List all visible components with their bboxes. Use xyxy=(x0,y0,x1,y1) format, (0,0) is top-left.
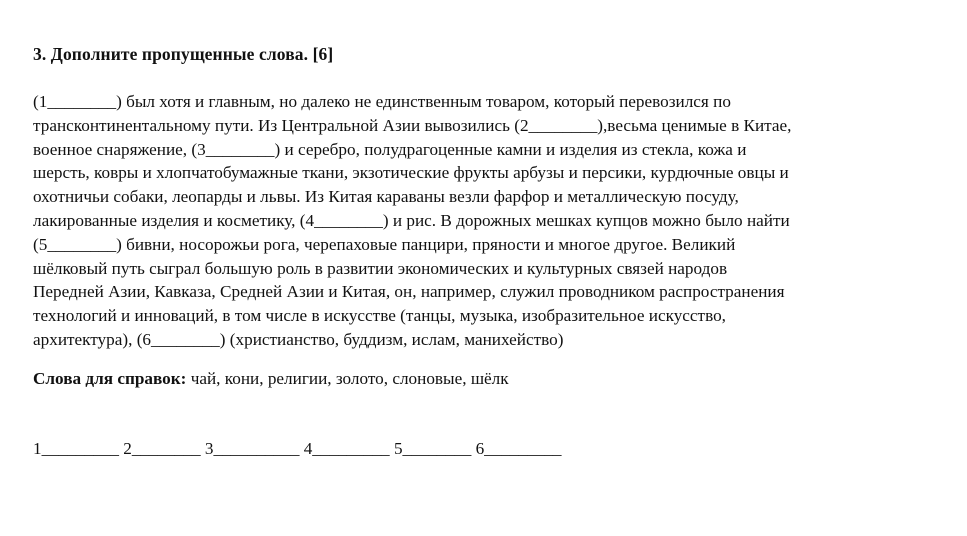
paragraph-line: военное снаряжение, (3________) и серебро, полудрагоценные камни и изделия из стекла, кожа и xyxy=(33,139,747,159)
reference-label: Слова для справок: xyxy=(33,369,187,388)
paragraph-line: охотничьи собаки, леопарды и львы. Из Китая караваны везли фарфор и металлическую посуду, xyxy=(33,187,739,207)
answer-blanks: 1_________ 2________ 3__________ 4_________ 5________ 6_________ xyxy=(33,439,562,458)
paragraph-line: Передней Азии, Кавказа, Средней Азии и Китая, он, например, служил проводником распространения xyxy=(33,282,785,302)
paragraph-line: лакированные изделия и косметику, (4________) и рис. В дорожных мешках купцов можно было найти xyxy=(33,210,790,230)
paragraph-line: технологий и инноваций, в том числе в искусстве (танцы, музыка, изобразительное искусство, xyxy=(33,306,726,326)
paragraph-line: (5________) бивни, носорожьи рога, черепаховые панцири, пряности и многое другое. Великий xyxy=(33,234,736,254)
task-heading: 3. Дополните пропущенные слова. [6] xyxy=(33,44,334,64)
paragraph-line: шерсть, ковры и хлопчатобумажные ткани, экзотические фрукты арбузы и персики, курдючные овцы и xyxy=(33,163,789,183)
paragraph-line: (1________) был хотя и главным, но далеко не единственным товаром, который перевозился по xyxy=(33,92,731,111)
reference-word-list: чай, кони, религии, золото, слоновые, шёлк xyxy=(186,369,509,388)
reference-words xyxy=(33,369,509,389)
paragraph-line: трансконтинентальному пути. Из Центральной Азии вывозились (2________),весьма ценимые в Китае, xyxy=(33,115,792,135)
task-paragraph xyxy=(33,90,933,352)
paragraph-line: шёлковый путь сыграл большую роль в развитии экономических и культурных связей народов xyxy=(33,258,728,278)
paragraph-line: архитектура), (6________) (христианство, буддизм, ислам, манихейство) xyxy=(33,329,564,349)
